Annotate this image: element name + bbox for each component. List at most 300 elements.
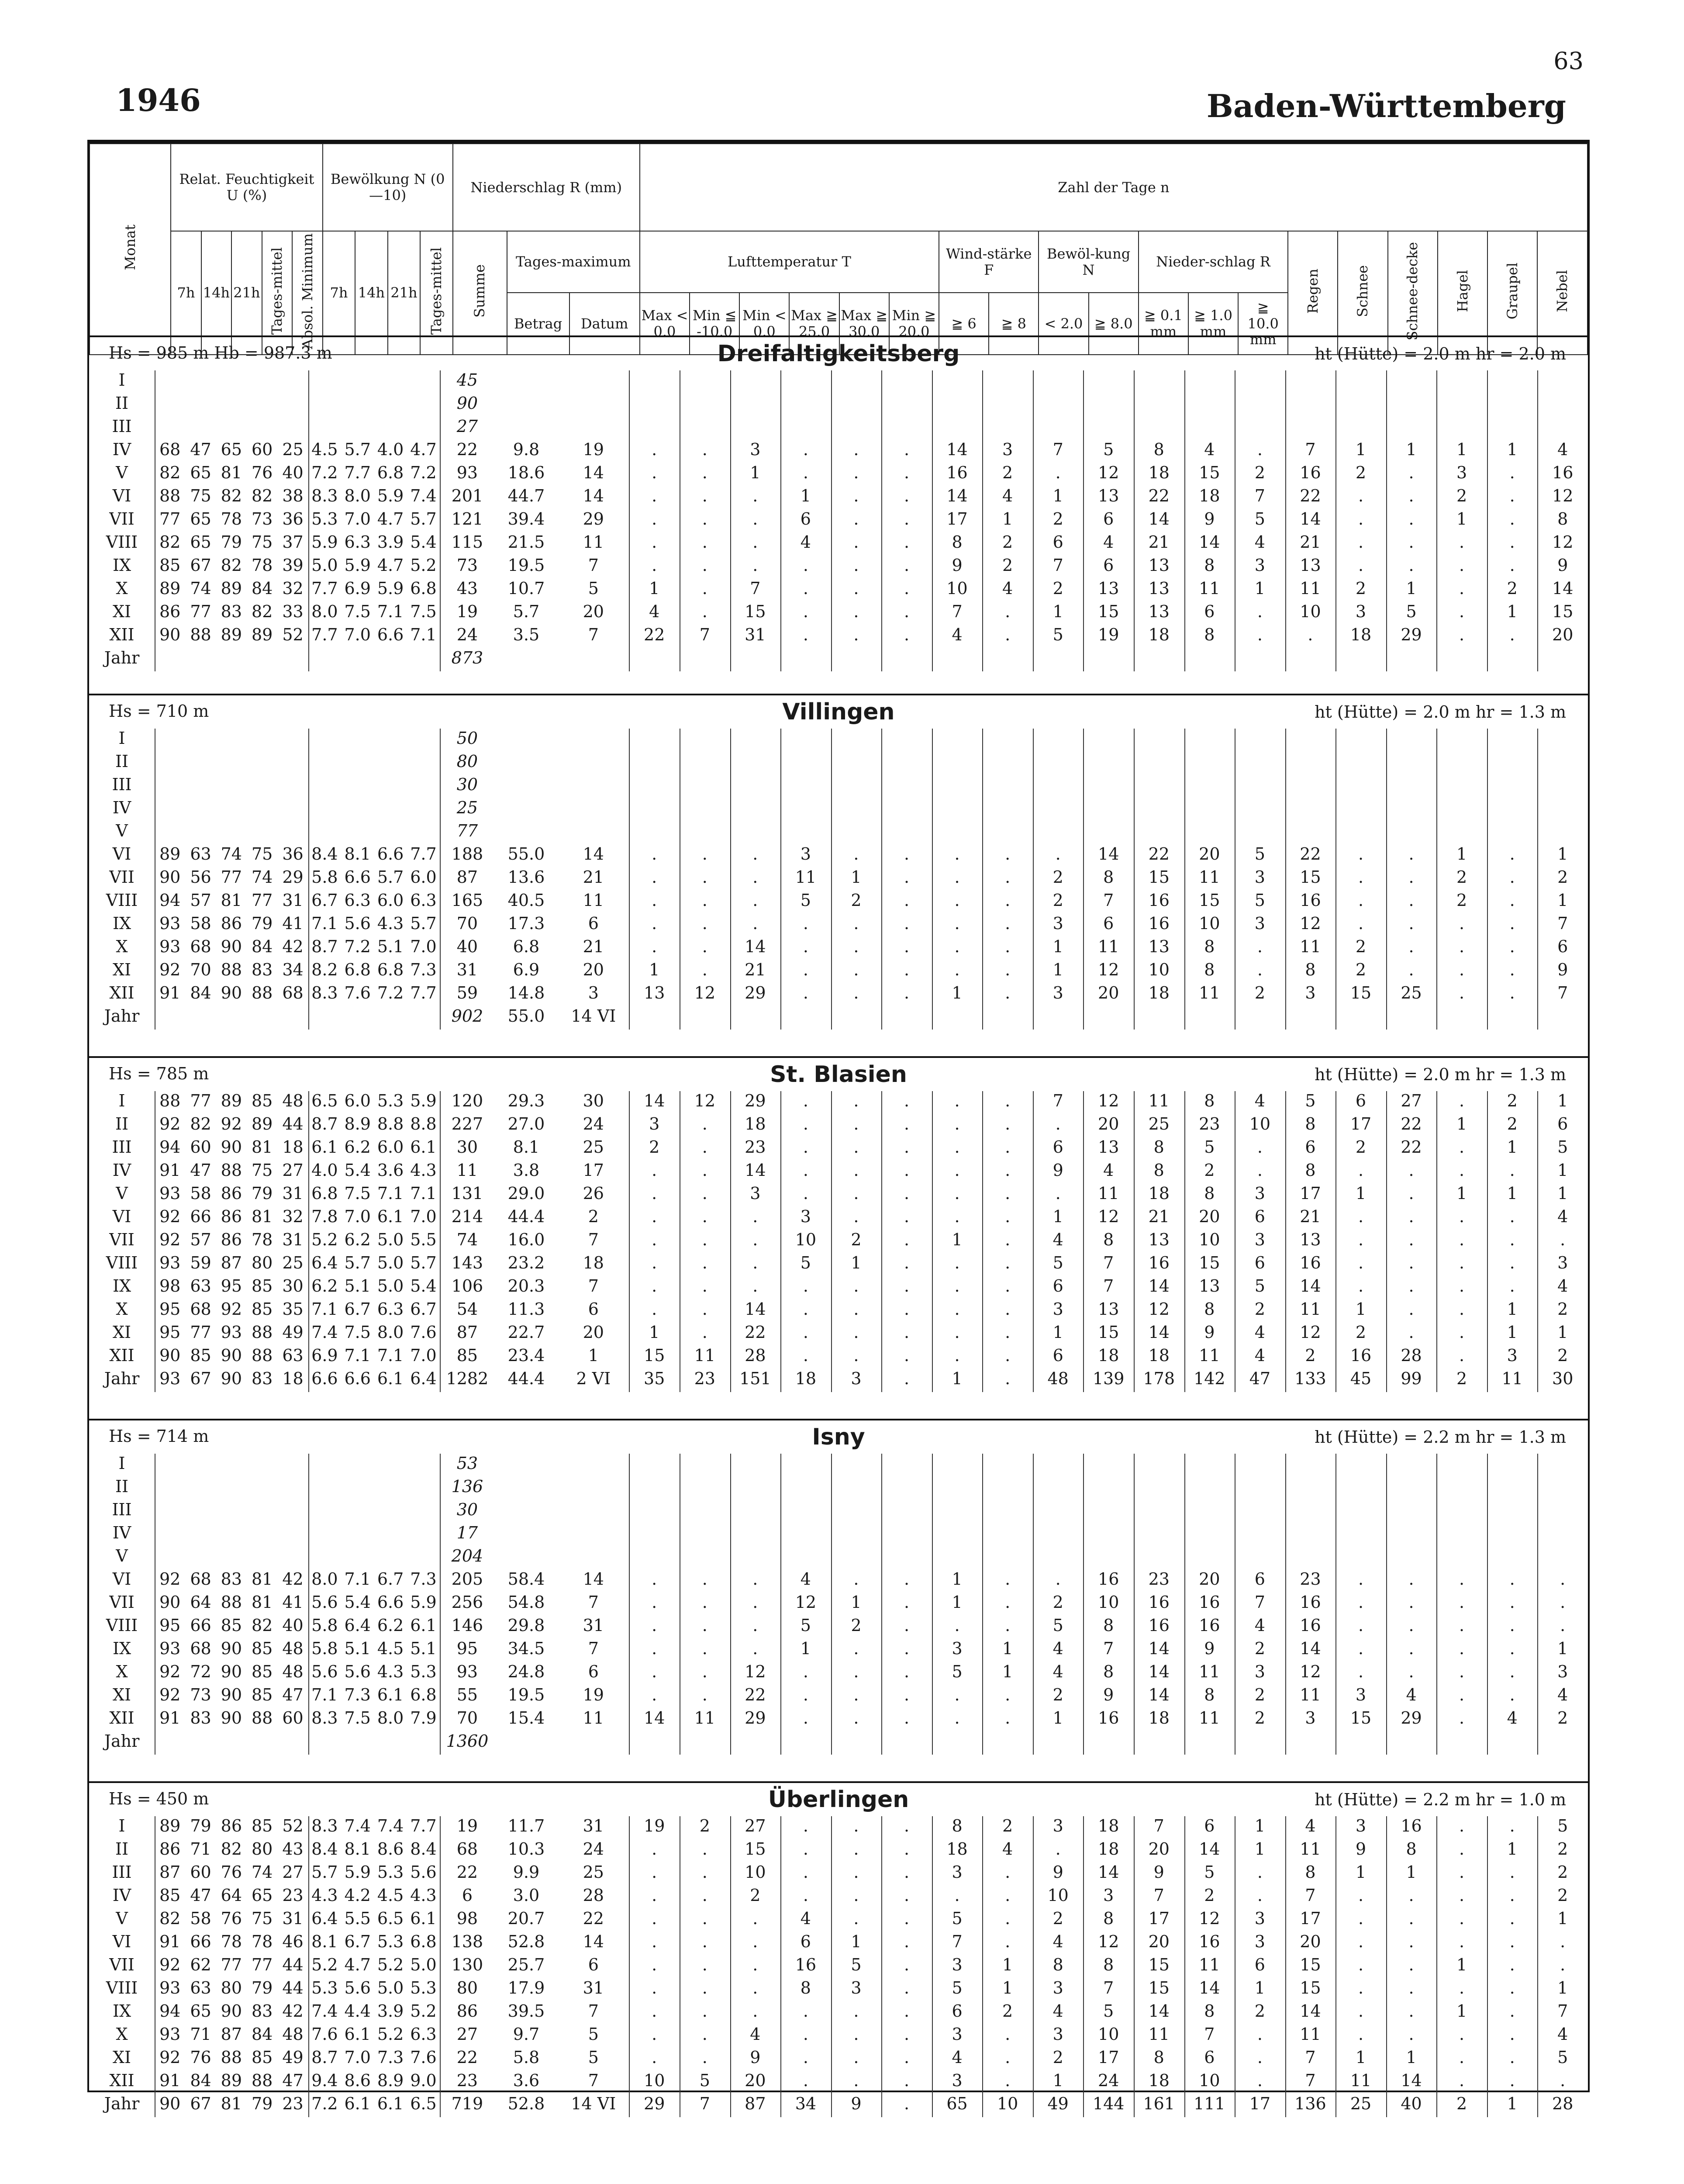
table-cell: 14	[583, 463, 604, 482]
table-cell: 4	[1052, 1932, 1063, 1951]
month-label: II	[115, 394, 129, 413]
table-cell: 3	[800, 844, 811, 864]
table-cell: .	[702, 1886, 707, 1905]
table-cell: 14	[1098, 1863, 1119, 1882]
table-cell: .	[1459, 2048, 1465, 2067]
table-cell: .	[1459, 937, 1465, 956]
table-cell: .	[652, 1909, 657, 1928]
table-cell: 22	[1300, 844, 1321, 864]
table-cell: .	[1459, 1639, 1465, 1658]
table-cell: 5.2	[311, 1230, 338, 1249]
table-row	[89, 1616, 1588, 1639]
schneedecke-header: Schnee-decke	[1388, 231, 1438, 355]
table-cell: 57	[190, 891, 211, 910]
table-cell: 7.5	[344, 1184, 371, 1203]
table-cell: 3	[1355, 1685, 1367, 1704]
table-cell: .	[1005, 1708, 1011, 1728]
table-cell: .	[1408, 1569, 1414, 1589]
table-cell: .	[1408, 1299, 1414, 1319]
table-cell: 9	[1052, 1161, 1063, 1180]
table-cell: 90	[221, 1137, 242, 1157]
nebel-header: Nebel	[1537, 231, 1587, 355]
table-cell: .	[702, 1161, 707, 1180]
table-cell: 29	[745, 1708, 766, 1728]
table-cell: .	[1408, 1276, 1414, 1296]
table-cell: 63	[282, 1346, 304, 1365]
month-label: II	[115, 752, 129, 771]
table-cell: 4.2	[344, 1886, 371, 1905]
table-cell: 85	[251, 1091, 273, 1110]
table-cell: 87	[159, 1863, 181, 1882]
table-cell: 7.7	[410, 844, 437, 864]
table-row	[89, 2048, 1588, 2071]
table-row	[89, 1253, 1588, 1276]
table-cell: .	[1005, 1369, 1011, 1388]
table-cell: 48	[1047, 1369, 1069, 1388]
table-cell: .	[1408, 1323, 1414, 1342]
table-cell: .	[652, 1839, 657, 1859]
table-cell: 5.4	[344, 1593, 371, 1612]
table-cell: 65	[190, 509, 211, 529]
table-cell: 47	[1249, 1369, 1271, 1388]
table-cell: 29.0	[507, 1184, 545, 1203]
table-cell: 70	[456, 914, 478, 933]
table-cell: 2	[750, 1886, 761, 1905]
table-cell: .	[1459, 1276, 1465, 1296]
table-cell: 5.3	[377, 1091, 404, 1110]
table-cell: 5.9	[410, 1091, 437, 1110]
table-cell: 63	[190, 1276, 211, 1296]
table-cell: 7	[1052, 1091, 1063, 1110]
table-cell: 8.2	[311, 960, 338, 979]
table-cell: 52	[282, 1816, 304, 1835]
graupel-header: Graupel	[1487, 231, 1537, 355]
table-cell: 5.0	[311, 556, 338, 575]
table-cell: 12	[694, 1091, 715, 1110]
table-cell: .	[702, 1685, 707, 1704]
table-cell: 44	[282, 1114, 304, 1133]
table-cell: .	[803, 1346, 808, 1365]
table-cell: 85	[251, 2048, 273, 2067]
table-cell: 89	[221, 625, 242, 644]
table-cell: 6.1	[410, 1137, 437, 1157]
table-cell: 4	[1002, 1839, 1013, 1859]
table-cell: 45	[456, 370, 478, 390]
table-cell: 78	[221, 509, 242, 529]
table-row	[89, 417, 1588, 440]
table-row	[89, 440, 1588, 463]
table-cell: 64	[190, 1593, 211, 1612]
table-cell: .	[904, 1639, 910, 1658]
table-cell: .	[904, 1932, 910, 1951]
table-cell: 5.7	[410, 914, 437, 933]
table-cell: 2	[1254, 983, 1265, 1002]
table-cell: 10.3	[507, 1839, 545, 1859]
table-cell: 32	[282, 579, 304, 598]
table-cell: 36	[282, 844, 304, 864]
table-cell: .	[1509, 1207, 1515, 1226]
table-cell: 93	[159, 914, 181, 933]
table-cell: 1	[1052, 486, 1063, 505]
table-cell: 19	[644, 1816, 665, 1835]
datum-header: Datum	[569, 293, 640, 355]
table-row	[89, 1369, 1588, 1392]
month-label: I	[118, 1816, 125, 1835]
table-cell: 14	[583, 1569, 604, 1589]
table-cell: 8.6	[377, 1839, 404, 1859]
table-cell: .	[853, 1207, 859, 1226]
table-cell: 93	[159, 937, 181, 956]
table-cell: 7.1	[377, 602, 404, 621]
table-cell: .	[1509, 625, 1515, 644]
table-cell: 30	[456, 1137, 478, 1157]
table-cell: 13	[1098, 486, 1119, 505]
table-cell: 82	[190, 1114, 211, 1133]
month-label: V	[116, 821, 128, 840]
table-cell: .	[1005, 1161, 1011, 1180]
table-cell: .	[702, 1207, 707, 1226]
table-cell: 14	[1300, 1276, 1321, 1296]
table-cell: 83	[190, 1708, 211, 1728]
table-cell: .	[803, 1137, 808, 1157]
table-cell: 8.9	[377, 2071, 404, 2090]
table-cell: .	[1358, 914, 1364, 933]
table-row	[89, 1161, 1588, 1184]
table-cell: 3	[750, 440, 761, 459]
table-cell: .	[853, 983, 859, 1002]
table-cell: 7.2	[410, 463, 437, 482]
table-cell: 79	[190, 1816, 211, 1835]
table-cell: .	[1055, 1839, 1061, 1859]
table-cell: 12	[745, 1662, 766, 1681]
table-cell: 92	[159, 1114, 181, 1133]
table-cell: .	[853, 1839, 859, 1859]
table-cell: 11	[1300, 1299, 1321, 1319]
table-cell: 7	[1103, 1276, 1114, 1296]
table-cell: 4	[1103, 532, 1114, 552]
table-cell: 3	[851, 1369, 862, 1388]
table-cell: 7.4	[410, 486, 437, 505]
table-cell: 8.1	[344, 1839, 371, 1859]
table-cell: 28	[1552, 2094, 1574, 2113]
table-cell: .	[1257, 1161, 1263, 1180]
table-cell: 73	[251, 509, 273, 529]
table-cell: .	[702, 1955, 707, 1974]
table-cell: .	[803, 463, 808, 482]
table-cell: 7	[1305, 2048, 1316, 2067]
table-cell: 3	[1305, 1708, 1316, 1728]
table-cell: 17.3	[507, 914, 545, 933]
table-cell: 6	[1103, 556, 1114, 575]
table-cell: 42	[282, 2001, 304, 2021]
table-cell: 70	[190, 960, 211, 979]
table-cell: 7.7	[410, 1816, 437, 1835]
table-row	[89, 1299, 1588, 1323]
table-cell: .	[1408, 1932, 1414, 1951]
table-cell: .	[803, 579, 808, 598]
table-cell: .	[1408, 1955, 1414, 1974]
table-cell: .	[702, 1639, 707, 1658]
month-label: VII	[109, 1230, 135, 1249]
table-cell: 44	[282, 1978, 304, 1997]
table-cell: 3.6	[513, 2071, 540, 2090]
table-cell: 8.8	[410, 1114, 437, 1133]
niederschlag-days-header: Nieder-schlag R	[1139, 231, 1288, 293]
table-cell: .	[702, 602, 707, 621]
table-cell: 2	[1456, 2094, 1467, 2113]
table-cell: 15	[1300, 1978, 1321, 1997]
table-cell: 54	[456, 1299, 478, 1319]
table-cell: 3	[1052, 1978, 1063, 1997]
table-cell: 15	[1148, 867, 1170, 887]
table-cell: 47	[190, 1161, 211, 1180]
table-cell: 10	[795, 1230, 817, 1249]
table-cell: 11	[1199, 867, 1220, 887]
table-cell: 20	[583, 1323, 604, 1342]
table-cell: 82	[221, 556, 242, 575]
table-cell: 8	[1204, 960, 1215, 979]
table-cell: .	[652, 1932, 657, 1951]
table-cell: 7.2	[311, 463, 338, 482]
table-cell: 3	[1355, 602, 1367, 621]
table-cell: 2	[1557, 1708, 1568, 1728]
table-cell: 5.6	[344, 1662, 371, 1681]
table-cell: 16	[1098, 1708, 1119, 1728]
table-cell: 7	[1557, 983, 1568, 1002]
table-cell: 6.1	[344, 2025, 371, 2044]
table-cell: 1	[1456, 2001, 1467, 2021]
table-cell: .	[1358, 1593, 1364, 1612]
table-cell: 9	[952, 556, 963, 575]
table-cell: 5.6	[410, 1863, 437, 1882]
table-row	[89, 1978, 1588, 2001]
table-cell: 82	[159, 1909, 181, 1928]
table-cell: 5.6	[311, 1593, 338, 1612]
table-cell: 13	[1148, 1230, 1170, 1249]
table-cell: 4.3	[410, 1886, 437, 1905]
sub-header: Max ≧ 30.0	[839, 293, 889, 355]
table-cell: 5.7	[344, 440, 371, 459]
table-cell: .	[1257, 2048, 1263, 2067]
table-cell: 8	[1204, 1685, 1215, 1704]
table-cell: .	[1459, 1708, 1465, 1728]
table-cell: 6.1	[311, 1137, 338, 1157]
table-row	[89, 844, 1588, 867]
table-cell: .	[1459, 1816, 1465, 1835]
table-cell: 93	[221, 1323, 242, 1342]
table-cell: 20.3	[507, 1276, 545, 1296]
table-cell: 6.7	[377, 1569, 404, 1589]
table-cell: 77	[190, 1091, 211, 1110]
table-cell: 6.9	[311, 1346, 338, 1365]
table-cell: .	[954, 1276, 960, 1296]
table-cell: 6	[588, 914, 599, 933]
table-cell: .	[904, 2025, 910, 2044]
table-cell: 1	[588, 1346, 599, 1365]
station-elevation: Hs = 710 m	[109, 702, 209, 721]
table-cell: 5.0	[377, 1276, 404, 1296]
table-cell: 7.1	[344, 1569, 371, 1589]
table-cell: .	[752, 556, 758, 575]
h7-header: 7h	[171, 231, 201, 355]
table-cell: 92	[159, 1207, 181, 1226]
table-cell: .	[1005, 1299, 1011, 1319]
station-elevation: Hs = 450 m	[109, 1789, 209, 1808]
table-cell: 6.4	[311, 1253, 338, 1272]
table-row	[89, 394, 1588, 417]
table-cell: 7.2	[377, 983, 404, 1002]
table-cell: .	[702, 844, 707, 864]
table-cell: 82	[159, 532, 181, 552]
table-cell: .	[853, 1863, 859, 1882]
table-row	[89, 509, 1588, 532]
table-cell: 90	[221, 1369, 242, 1388]
table-cell: 6	[1305, 1137, 1316, 1157]
month-label: IV	[112, 798, 131, 817]
table-cell: 2	[1456, 486, 1467, 505]
table-cell: .	[853, 1886, 859, 1905]
table-cell: 19.5	[507, 1685, 545, 1704]
table-cell: .	[702, 486, 707, 505]
table-cell: .	[1005, 1616, 1011, 1635]
table-cell: 8	[1103, 1662, 1114, 1681]
table-cell: 14	[1199, 1839, 1220, 1859]
table-cell: 15	[1350, 1708, 1372, 1728]
table-cell: 43	[456, 579, 478, 598]
table-cell: .	[853, 509, 859, 529]
table-cell: 59	[190, 1253, 211, 1272]
table-cell: 80	[456, 1978, 478, 1997]
table-cell: .	[652, 891, 657, 910]
table-cell: 111	[1194, 2094, 1225, 2113]
table-cell: 5	[800, 1253, 811, 1272]
table-cell: 2	[1557, 1346, 1568, 1365]
table-cell: .	[1509, 1685, 1515, 1704]
table-cell: 9	[1355, 1839, 1367, 1859]
table-cell: 13	[1199, 1276, 1220, 1296]
table-cell: 4.3	[410, 1161, 437, 1180]
month-label: V	[116, 1184, 128, 1203]
month-label: VIII	[106, 1253, 138, 1272]
table-cell: .	[652, 1276, 657, 1296]
table-cell: 22	[1148, 844, 1170, 864]
table-cell: 8.4	[410, 1839, 437, 1859]
table-cell: 22	[1401, 1137, 1422, 1157]
table-cell: 40	[1401, 2094, 1422, 2113]
station-name: Überlingen	[768, 1787, 909, 1813]
table-cell: .	[954, 1114, 960, 1133]
table-cell: .	[1005, 1932, 1011, 1951]
table-cell: 21	[1300, 532, 1321, 552]
table-cell: 16	[1300, 1616, 1321, 1635]
table-cell: 7.5	[410, 602, 437, 621]
table-cell: .	[1459, 579, 1465, 598]
table-cell: .	[803, 1685, 808, 1704]
table-cell: .	[1055, 1184, 1061, 1203]
table-cell: .	[904, 463, 910, 482]
table-cell: 33	[282, 602, 304, 621]
table-cell: .	[954, 1685, 960, 1704]
climate-table	[87, 140, 1590, 2113]
table-cell: .	[1560, 2071, 1566, 2090]
table-cell: 66	[190, 1616, 211, 1635]
table-cell: 10	[1098, 1593, 1119, 1612]
table-cell: 4	[1557, 1685, 1568, 1704]
table-cell: .	[652, 1569, 657, 1589]
table-cell: 7.1	[344, 1346, 371, 1365]
table-cell: 9	[1153, 1863, 1164, 1882]
table-cell: 8.7	[311, 1114, 338, 1133]
table-cell: .	[752, 867, 758, 887]
table-cell: .	[904, 1616, 910, 1635]
table-cell: 92	[159, 1569, 181, 1589]
table-cell: 12	[1098, 1091, 1119, 1110]
table-cell: 16	[1148, 1616, 1170, 1635]
table-cell: .	[904, 1207, 910, 1226]
table-cell: 18	[1199, 486, 1220, 505]
table-cell: .	[1459, 1932, 1465, 1951]
table-cell: 48	[282, 1639, 304, 1658]
table-cell: 7.4	[377, 1816, 404, 1835]
table-cell: .	[1459, 983, 1465, 1002]
table-cell: .	[1509, 1909, 1515, 1928]
table-cell: 20	[1098, 983, 1119, 1002]
table-cell: 67	[190, 1369, 211, 1388]
table-cell: 2	[1002, 556, 1013, 575]
table-cell: 11.3	[507, 1299, 545, 1319]
table-cell: 1	[1456, 509, 1467, 529]
table-cell: 82	[221, 486, 242, 505]
table-cell: 3	[952, 1639, 963, 1658]
table-cell: 40	[282, 1616, 304, 1635]
table-cell: 14	[1300, 509, 1321, 529]
table-cell: 11	[1300, 1685, 1321, 1704]
table-cell: 22	[1148, 486, 1170, 505]
table-cell: 25.7	[507, 1955, 545, 1974]
table-cell: 16	[1300, 1593, 1321, 1612]
table-cell: 86	[221, 1207, 242, 1226]
table-cell: 90	[159, 1346, 181, 1365]
table-cell: 14	[745, 1161, 766, 1180]
table-cell: .	[1408, 1161, 1414, 1180]
table-cell: .	[904, 1569, 910, 1589]
bew-mittel-header: Tages-mittel	[420, 231, 452, 355]
table-cell: 5	[588, 2048, 599, 2067]
table-cell: 34.5	[507, 1639, 545, 1658]
table-cell: 18	[1098, 1816, 1119, 1835]
table-cell: .	[803, 1839, 808, 1859]
table-cell: 19	[1098, 625, 1119, 644]
table-cell: 16	[1199, 1932, 1220, 1951]
table-cell: 44.7	[507, 486, 545, 505]
table-cell: .	[1358, 1886, 1364, 1905]
table-cell: 8.1	[344, 844, 371, 864]
table-cell: .	[1358, 2001, 1364, 2021]
table-cell: 98	[456, 1909, 478, 1928]
table-cell: 1	[1002, 1639, 1013, 1658]
table-cell: 1	[800, 486, 811, 505]
table-cell: .	[1509, 1662, 1515, 1681]
table-cell: 1	[1052, 1708, 1063, 1728]
table-cell: 7	[1305, 1886, 1316, 1905]
table-cell: 8	[1153, 440, 1164, 459]
month-label: VII	[109, 509, 135, 529]
table-cell: 10.7	[507, 579, 545, 598]
table-cell: .	[1358, 867, 1364, 887]
table-cell: .	[803, 1276, 808, 1296]
table-cell: .	[1408, 1886, 1414, 1905]
table-cell: 7	[1103, 891, 1114, 910]
